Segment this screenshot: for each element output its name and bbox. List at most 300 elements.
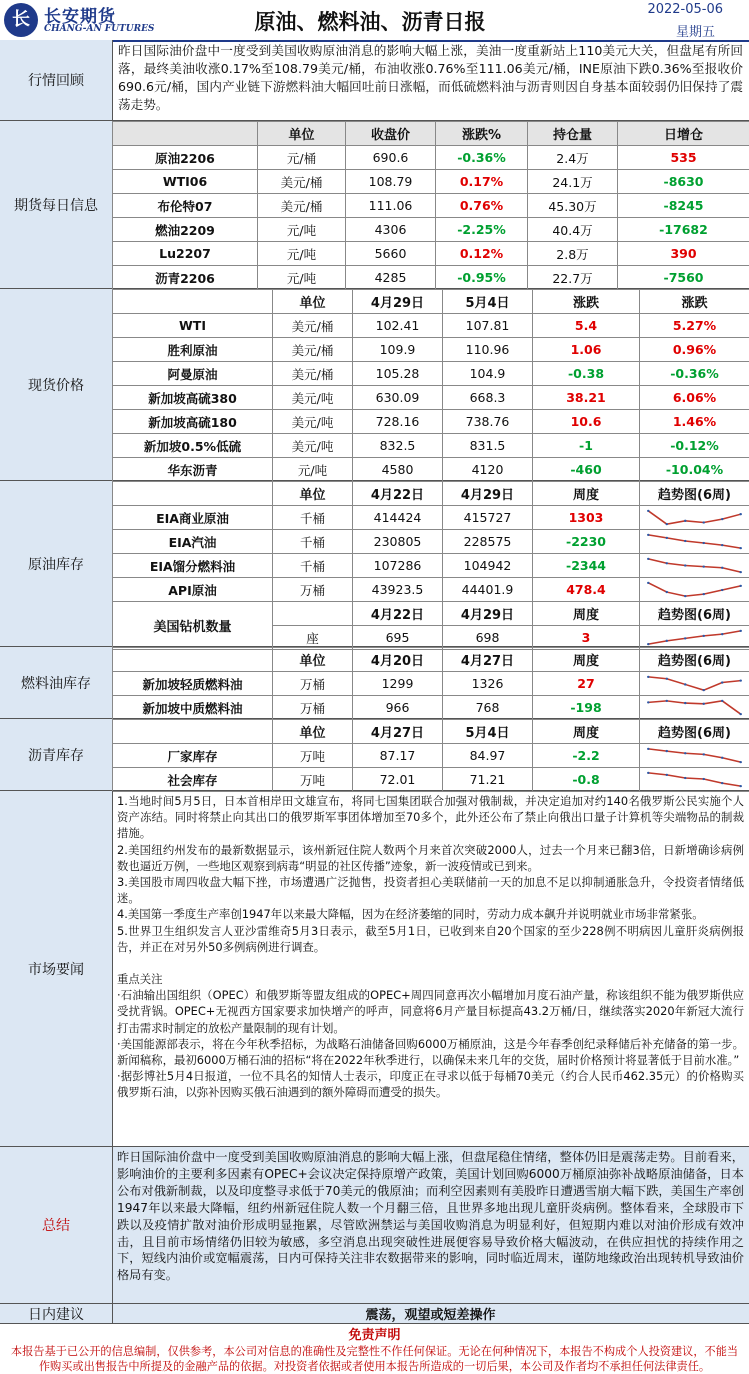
- trend-point: [702, 593, 705, 595]
- fuel-inv-header-cell: 4月27日: [443, 648, 533, 672]
- spot-row-b: 104.9: [443, 362, 533, 386]
- spot-row-chg: -460: [533, 458, 640, 482]
- spot-row-chg: -1: [533, 434, 640, 458]
- asph-inv-header-cell: [113, 720, 273, 744]
- trend-point: [647, 701, 650, 703]
- trend-line: [648, 511, 740, 524]
- futures-row-oi: 2.8万: [528, 242, 618, 266]
- futures-row-name: 布伦特07: [113, 194, 258, 218]
- futures-row-unit: 元/吨: [258, 266, 346, 290]
- asph-inv-row-b: 71.21: [443, 768, 533, 792]
- spot-row-unit: 元/吨: [273, 458, 353, 482]
- asph-inv-row: [113, 744, 749, 768]
- asph-inv-row-name: 社会库存: [113, 768, 273, 792]
- spot-row-a: 109.9: [353, 338, 443, 362]
- crude-inv-header-cell: [113, 482, 273, 506]
- trend-point: [721, 700, 724, 702]
- market-news-label: 市场要闻: [0, 791, 113, 1146]
- asph-inv-row-name: 厂家库存: [113, 744, 273, 768]
- trend-point: [739, 761, 742, 763]
- futures-row-doi: -7560: [618, 266, 749, 290]
- fuel-inv-row: [113, 672, 749, 696]
- spot-row-b: 831.5: [443, 434, 533, 458]
- trend-point: [721, 567, 724, 569]
- fuel-oil-inventory-table: [112, 647, 749, 720]
- futures-table: [112, 121, 749, 290]
- trend-point: [702, 753, 705, 755]
- fuel-inv-row-b: 768: [443, 696, 533, 720]
- futures-row-oi: 40.4万: [528, 218, 618, 242]
- summary-text: 昨日国际油价盘中一度受到美国收购原油消息的影响大幅上涨，但盘尾稳住情绪，整体仍旧是震荡走势。目前看来，影响油价的主要利多因素有OPEC+会议决定保持原增产政策，美国计划回购6000万桶原油弥补战略原油储备，日本公布对俄新制裁，以及印度整寻求低于70美元的俄原油；而利空因素则有美股昨日遭遇雪崩大幅下跌，美国生产率创1947年以来最大降幅，纽约州新冠住院人数一个月翻三倍，且世界多地出现儿童肝炎病例。整体看来，全球股市下跌以及疫情扩散对油价形成明显拖累，尽管欧洲禁运与美国收购消息为明显利好，但短期内难以对油价形成有效冲击，且目前市场情绪仍旧较为敏感，多空消息出现突破性进展便容易导致价格大幅波动，在供应担忧的持续作用之下，短线内油价或宽幅震荡，日内可保持关注非农数据带来的影响，同时临近周末，谨防地缘政治出现转机导致油价格局有变。: [112, 1147, 749, 1286]
- trend-sparkline: [642, 532, 747, 551]
- crude-inv-row: [113, 530, 749, 554]
- trend-point: [684, 683, 687, 685]
- intraday-advice-section: [0, 1304, 749, 1324]
- fuel-inv-row-unit: 万桶: [273, 696, 353, 720]
- focus-item: ·美国能源部表示，将在今年秋季招标，为战略石油储备回购6000万桶原油，这是今年春季创纪录释储后补充储备的第一步。新闻稿称，最初6000万桶石油的招标“将在2022年秋季进行，以确保未来几年的交货，届时价格预计将显著低于目前水准。”: [117, 1036, 744, 1068]
- trend-point: [666, 678, 669, 680]
- asph-inv-row-unit: 万吨: [273, 744, 353, 768]
- futures-row-doi: 535: [618, 146, 749, 170]
- asph-inv-row: [113, 768, 749, 792]
- rig-curr: 698: [443, 626, 533, 650]
- crude-inv-row-a: 230805: [353, 530, 443, 554]
- fuel-inv-row: [113, 696, 749, 720]
- asph-inv-row-a: 72.01: [353, 768, 443, 792]
- asph-inv-row-chg: -0.8: [533, 768, 640, 792]
- trend-line: [648, 583, 740, 596]
- report-header: [0, 0, 749, 42]
- futures-header-row: [113, 122, 749, 146]
- report-date: 2022-05-06: [647, 2, 723, 17]
- trend-point: [739, 513, 742, 515]
- trend-point: [647, 510, 650, 512]
- trend-point: [684, 564, 687, 566]
- rig-header-cell: [273, 602, 353, 626]
- fuel-inv-header-row: [113, 648, 749, 672]
- trend-sparkline: [642, 674, 747, 693]
- futures-section: [0, 121, 749, 289]
- report-weekday: 星期五: [676, 21, 715, 40]
- fuel-inv-header-cell: 周度: [533, 648, 640, 672]
- crude-inv-row-unit: 千桶: [273, 554, 353, 578]
- trend-point: [684, 777, 687, 779]
- crude-inv-row-name: EIA商业原油: [113, 506, 273, 530]
- company-logo-icon: 长: [4, 3, 38, 37]
- spot-row-b: 738.76: [443, 410, 533, 434]
- trend-point: [647, 534, 650, 536]
- fuel-inv-row-chg: -198: [533, 696, 640, 720]
- trend-point: [721, 589, 724, 591]
- crude-inv-row-unit: 千桶: [273, 530, 353, 554]
- trend-line: [648, 773, 740, 786]
- trend-cell: [640, 768, 749, 792]
- futures-header-cell: 收盘价: [346, 122, 436, 146]
- company-name-en: CHANG-AN FUTURES: [44, 24, 154, 34]
- crude-inv-row-b: 44401.9: [443, 578, 533, 602]
- trend-line: [648, 631, 740, 644]
- asph-inv-header-cell: 单位: [273, 720, 353, 744]
- futures-row-chg: -0.36%: [436, 146, 528, 170]
- spot-row-chg: -0.38: [533, 362, 640, 386]
- trend-cell: [640, 506, 749, 530]
- trend-point: [721, 633, 724, 635]
- trend-point: [721, 518, 724, 520]
- rig-trend-cell: [640, 626, 749, 650]
- crude-inv-row: [113, 506, 749, 530]
- trend-point: [702, 542, 705, 544]
- futures-row-oi: 22.7万: [528, 266, 618, 290]
- crude-inv-row-a: 414424: [353, 506, 443, 530]
- crude-inv-header-cell: 周度: [533, 482, 640, 506]
- trend-point: [666, 591, 669, 593]
- asph-inv-row-chg: -2.2: [533, 744, 640, 768]
- rig-prev: 695: [353, 626, 443, 650]
- crude-inv-row-b: 228575: [443, 530, 533, 554]
- trend-point: [647, 772, 650, 774]
- spot-row-name: 胜利原油: [113, 338, 273, 362]
- trend-point: [702, 521, 705, 523]
- spot-row-a: 630.09: [353, 386, 443, 410]
- rig-header-cell: 趋势图(6周): [640, 602, 749, 626]
- trend-point: [739, 680, 742, 682]
- news-item: 1.当地时间5月5日，日本首相岸田文雄宣布，将同七国集团联合加强对俄制裁，并决定追加对约140名俄罗斯公民实施个人资产冻结。同时将禁止向其出口的俄罗斯军事团体增加至70多个，此外还公布了禁止向俄出口量子计算机等尖端物品的制裁措施。: [117, 793, 744, 842]
- spot-row-pct: -0.36%: [640, 362, 749, 386]
- trend-point: [684, 702, 687, 704]
- spot-row-b: 668.3: [443, 386, 533, 410]
- trend-line: [648, 559, 740, 572]
- crude-inventory-label: 原油库存: [0, 481, 113, 646]
- crude-inv-row: [113, 578, 749, 602]
- trend-point: [721, 544, 724, 546]
- crude-inv-header-row: [113, 482, 749, 506]
- trend-point: [666, 774, 669, 776]
- summary-section: [0, 1147, 749, 1304]
- rig-header-row: [113, 602, 749, 626]
- spot-row-name: WTI: [113, 314, 273, 338]
- trend-point: [702, 635, 705, 637]
- futures-row-doi: -8630: [618, 170, 749, 194]
- trend-point: [702, 565, 705, 567]
- trend-cell: [640, 554, 749, 578]
- spot-header-cell: 5月4日: [443, 290, 533, 314]
- spot-price-section: [0, 289, 749, 481]
- fuel-inv-row-a: 966: [353, 696, 443, 720]
- futures-row-oi: 24.1万: [528, 170, 618, 194]
- trend-point: [739, 571, 742, 573]
- crude-inv-header-cell: 趋势图(6周): [640, 482, 749, 506]
- futures-header-cell: 单位: [258, 122, 346, 146]
- trend-sparkline: [642, 628, 747, 647]
- spot-row-unit: 美元/吨: [273, 410, 353, 434]
- futures-row-doi: 390: [618, 242, 749, 266]
- asphalt-inventory-section: [0, 719, 749, 791]
- crude-inventory-table: [112, 481, 749, 650]
- spot-row-chg: 5.4: [533, 314, 640, 338]
- crude-inv-row: [113, 554, 749, 578]
- trend-cell: [640, 696, 749, 720]
- trend-point: [666, 700, 669, 702]
- futures-row-unit: 元/桶: [258, 146, 346, 170]
- intraday-advice-label: 日内建议: [0, 1304, 113, 1323]
- trend-line: [648, 701, 740, 714]
- trend-point: [684, 595, 687, 597]
- spot-row-a: 102.41: [353, 314, 443, 338]
- futures-row-chg: -0.95%: [436, 266, 528, 290]
- futures-row-chg: -2.25%: [436, 218, 528, 242]
- spot-price-table: [112, 289, 749, 482]
- fuel-inv-row-chg: 27: [533, 672, 640, 696]
- crude-inventory-section: [0, 481, 749, 647]
- trend-sparkline: [642, 770, 747, 789]
- trend-sparkline: [642, 508, 747, 527]
- spot-row-name: 新加坡0.5%低硫: [113, 434, 273, 458]
- trend-sparkline: [642, 698, 747, 717]
- spot-row-unit: 美元/桶: [273, 362, 353, 386]
- futures-header-cell: [113, 122, 258, 146]
- trend-line: [648, 677, 740, 690]
- futures-row-oi: 45.30万: [528, 194, 618, 218]
- spot-row-a: 105.28: [353, 362, 443, 386]
- futures-row-name: 沥青2206: [113, 266, 258, 290]
- spot-row-chg: 38.21: [533, 386, 640, 410]
- asph-inv-header-cell: 趋势图(6周): [640, 720, 749, 744]
- crude-inv-row-unit: 万桶: [273, 578, 353, 602]
- futures-row-name: WTI06: [113, 170, 258, 194]
- trend-cell: [640, 578, 749, 602]
- spot-row-b: 4120: [443, 458, 533, 482]
- futures-row-close: 4306: [346, 218, 436, 242]
- futures-header-cell: 日增仓: [618, 122, 749, 146]
- crude-inv-header-cell: 4月29日: [443, 482, 533, 506]
- trend-point: [666, 523, 669, 525]
- fuel-inv-header-cell: [113, 648, 273, 672]
- crude-inv-row-unit: 千桶: [273, 506, 353, 530]
- intraday-advice-text: 震荡，观望或短差操作: [112, 1304, 749, 1323]
- fuel-inv-header-cell: 单位: [273, 648, 353, 672]
- spot-row: [113, 386, 749, 410]
- trend-point: [721, 757, 724, 759]
- futures-row-unit: 美元/桶: [258, 170, 346, 194]
- spot-row-pct: 6.06%: [640, 386, 749, 410]
- crude-inv-row-a: 107286: [353, 554, 443, 578]
- futures-row-oi: 2.4万: [528, 146, 618, 170]
- trend-point: [739, 585, 742, 587]
- futures-row: [113, 146, 749, 170]
- trend-point: [721, 681, 724, 683]
- futures-row: [113, 170, 749, 194]
- market-review-label: 行情回顾: [0, 40, 113, 120]
- spot-row: [113, 338, 749, 362]
- focus-title: 重点关注: [117, 971, 744, 987]
- futures-row-chg: 0.12%: [436, 242, 528, 266]
- spot-header-cell: 涨跌: [640, 290, 749, 314]
- trend-cell: [640, 744, 749, 768]
- trend-point: [666, 537, 669, 539]
- trend-line: [648, 535, 740, 548]
- trend-point: [739, 630, 742, 632]
- asph-inv-header-row: [113, 720, 749, 744]
- fuel-inv-row-name: 新加坡轻质燃料油: [113, 672, 273, 696]
- asph-inv-header-cell: 4月27日: [353, 720, 443, 744]
- spot-row: [113, 434, 749, 458]
- crude-inv-row-chg: -2230: [533, 530, 640, 554]
- fuel-inv-row-b: 1326: [443, 672, 533, 696]
- trend-point: [647, 643, 650, 645]
- rig-header-cell: 4月29日: [443, 602, 533, 626]
- fuel-inv-row-name: 新加坡中质燃料油: [113, 696, 273, 720]
- rig-weekly-change: 3: [533, 626, 640, 650]
- rig-count-title: 美国钻机数量: [113, 602, 273, 650]
- rig-header-cell: 4月22日: [353, 602, 443, 626]
- futures-row-close: 4285: [346, 266, 436, 290]
- spot-header-cell: 4月29日: [353, 290, 443, 314]
- focus-item: ·据彭博社5月4日报道，一位不具名的知情人士表示，印度正在寻求以低于每桶70美元（约合人民币462.35元）的价格购买俄罗斯石油，以弥补因购买俄石油遇到的额外障碍而遭受的损失。: [117, 1068, 744, 1100]
- spot-row-pct: -0.12%: [640, 434, 749, 458]
- spot-row-unit: 美元/桶: [273, 338, 353, 362]
- news-item: 3.美国股市周四收盘大幅下挫，市场遭遇广泛抛售，投资者担心美联储前一天的加息不足以抑制通胀急升，令投资者情绪低迷。: [117, 874, 744, 906]
- crude-inv-row-chg: 1303: [533, 506, 640, 530]
- spot-row-b: 107.81: [443, 314, 533, 338]
- disclaimer-text: 本报告基于已公开的信息编制，仅供参考，本公司对信息的准确性及完整性不作任何保证。无论在何种情况下，本报告不构成个人投资建议，不能当作购买或出售报告中所提及的金融产品的依据。对投资者依据或者使用本报告所造成的一切后果，本公司及作者均不承担任何法律责任。: [8, 1344, 741, 1374]
- futures-row-close: 111.06: [346, 194, 436, 218]
- crude-inv-row-name: API原油: [113, 578, 273, 602]
- futures-row-doi: -17682: [618, 218, 749, 242]
- trend-point: [647, 558, 650, 560]
- fuel-inv-row-a: 1299: [353, 672, 443, 696]
- trend-point: [702, 689, 705, 691]
- trend-point: [684, 540, 687, 542]
- news-item: 5.世界卫生组织发言人亚沙雷维奇5月3日表示，截至5月1日，已收到来自20个国家的至少228例不明病因儿童肝炎病例报告，并正在对另外50多例病例进行调查。: [117, 923, 744, 955]
- fuel-inv-header-cell: 趋势图(6周): [640, 648, 749, 672]
- spot-row-pct: 5.27%: [640, 314, 749, 338]
- spot-row: [113, 458, 749, 482]
- rig-unit: 座: [273, 626, 353, 650]
- trend-sparkline: [642, 746, 747, 765]
- crude-inv-row-chg: -2344: [533, 554, 640, 578]
- spot-row-pct: 1.46%: [640, 410, 749, 434]
- report-title: 原油、燃料油、沥青日报: [200, 6, 540, 36]
- disclaimer-section: [0, 1325, 749, 1365]
- asph-inv-header-cell: 5月4日: [443, 720, 533, 744]
- fuel-inv-row-unit: 万桶: [273, 672, 353, 696]
- futures-header-cell: 持仓量: [528, 122, 618, 146]
- trend-point: [739, 713, 742, 715]
- asph-inv-row-a: 87.17: [353, 744, 443, 768]
- trend-point: [666, 562, 669, 564]
- spot-row-unit: 美元/吨: [273, 386, 353, 410]
- spot-row: [113, 410, 749, 434]
- market-news-body: [112, 791, 749, 1103]
- market-review-text: 昨日国际油价盘中一度受到美国收购原油消息的影响大幅上涨，美油一度重新站上110美元大关，但盘尾有所回落，最终美油收涨0.17%至108.79美元/桶，布油收涨0.76%至111.06美元/桶，INE原油下跌0.36%至报收价690.6元/桶，国内产业链下游燃料油大幅回吐前日涨幅，而低硫燃料油与沥青则因自身基本面较弱仍旧保持了震荡走势。: [112, 40, 749, 116]
- trend-cell: [640, 672, 749, 696]
- trend-point: [666, 750, 669, 752]
- trend-point: [647, 582, 650, 584]
- fuel-oil-inventory-label: 燃料油库存: [0, 647, 113, 718]
- crude-inv-row-b: 104942: [443, 554, 533, 578]
- crude-inv-header-cell: 4月22日: [353, 482, 443, 506]
- spot-row-name: 华东沥青: [113, 458, 273, 482]
- crude-inv-row-chg: 478.4: [533, 578, 640, 602]
- spot-price-label: 现货价格: [0, 289, 113, 480]
- fuel-inv-header-cell: 4月20日: [353, 648, 443, 672]
- asph-inv-row-b: 84.97: [443, 744, 533, 768]
- spot-row-name: 阿曼原油: [113, 362, 273, 386]
- spot-row-unit: 美元/桶: [273, 314, 353, 338]
- crude-inv-header-cell: 单位: [273, 482, 353, 506]
- futures-row-chg: 0.17%: [436, 170, 528, 194]
- futures-row-chg: 0.76%: [436, 194, 528, 218]
- spot-row-a: 4580: [353, 458, 443, 482]
- rig-header-cell: 周度: [533, 602, 640, 626]
- crude-inv-row-a: 43923.5: [353, 578, 443, 602]
- news-item: 2.美国纽约州发布的最新数据显示，该州新冠住院人数两个月来首次突破2000人，过去一个月来已翻3倍，日新增确诊病例数也逼近万例，一些地区观察到病毒“明显的社区传播”迹象，新一波疫情或已到来。: [117, 842, 744, 874]
- futures-row-name: 燃油2209: [113, 218, 258, 242]
- spot-row: [113, 362, 749, 386]
- asph-inv-row-unit: 万吨: [273, 768, 353, 792]
- trend-point: [702, 703, 705, 705]
- futures-row-close: 108.79: [346, 170, 436, 194]
- spot-row-name: 新加坡高硫180: [113, 410, 273, 434]
- futures-label: 期货每日信息: [0, 121, 113, 288]
- trend-point: [684, 752, 687, 754]
- trend-point: [739, 547, 742, 549]
- futures-row-name: 原油2206: [113, 146, 258, 170]
- futures-row: [113, 218, 749, 242]
- futures-row-unit: 元/吨: [258, 218, 346, 242]
- company-name-cn: 长安期货: [44, 2, 116, 27]
- spot-row-pct: 0.96%: [640, 338, 749, 362]
- trend-point: [647, 748, 650, 750]
- trend-cell: [640, 530, 749, 554]
- trend-sparkline: [642, 556, 747, 575]
- futures-row: [113, 194, 749, 218]
- futures-row-doi: -8245: [618, 194, 749, 218]
- spot-row-pct: -10.04%: [640, 458, 749, 482]
- futures-row-close: 690.6: [346, 146, 436, 170]
- trend-point: [739, 785, 742, 787]
- crude-inv-row-b: 415727: [443, 506, 533, 530]
- futures-row-unit: 元/吨: [258, 242, 346, 266]
- spot-row-chg: 1.06: [533, 338, 640, 362]
- futures-row: [113, 242, 749, 266]
- spot-header-row: [113, 290, 749, 314]
- futures-header-cell: 涨跌%: [436, 122, 528, 146]
- trend-point: [647, 676, 650, 678]
- spot-header-cell: 涨跌: [533, 290, 640, 314]
- spot-header-cell: [113, 290, 273, 314]
- focus-item: ·石油输出国组织（OPEC）和俄罗斯等盟友组成的OPEC+周四同意再次小幅增加月度石油产量，称该组织不能为俄罗斯供应受扰背锅。OPEC+无视西方国家要求加快增产的呼声，同意将6月产量目标提高43.2万桶/日，继续落实2020年新冠大流行打击需求时制定的放松产量限制的现有计划。: [117, 987, 744, 1036]
- spot-row-chg: 10.6: [533, 410, 640, 434]
- spot-row-b: 110.96: [443, 338, 533, 362]
- crude-inv-row-name: EIA馏分燃料油: [113, 554, 273, 578]
- trend-line: [648, 749, 740, 762]
- summary-label: 总结: [0, 1147, 113, 1303]
- crude-inv-row-name: EIA汽油: [113, 530, 273, 554]
- spot-row-unit: 美元/吨: [273, 434, 353, 458]
- spot-row-a: 728.16: [353, 410, 443, 434]
- asphalt-inventory-table: [112, 719, 749, 792]
- spot-row-a: 832.5: [353, 434, 443, 458]
- fuel-oil-inventory-section: [0, 647, 749, 719]
- asphalt-inventory-label: 沥青库存: [0, 719, 113, 790]
- market-news-section: [0, 791, 749, 1147]
- trend-point: [702, 778, 705, 780]
- trend-point: [684, 637, 687, 639]
- spot-header-cell: 单位: [273, 290, 353, 314]
- disclaimer-title: 免责声明: [8, 1327, 741, 1344]
- trend-point: [666, 640, 669, 642]
